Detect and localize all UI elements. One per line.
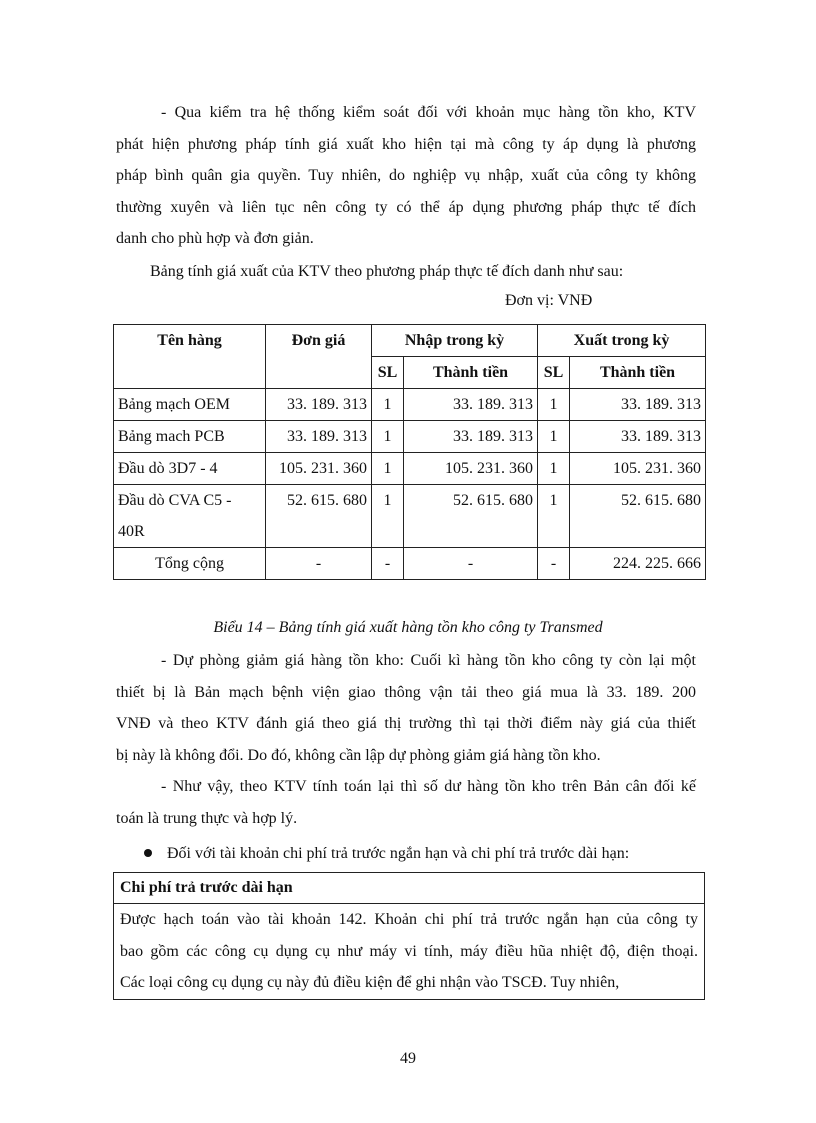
header-export-amount: Thành tiền	[570, 357, 706, 389]
bullet-item: Đối với tài khoản chi phí trả trước ngắn hạn và chi phí trả trước dài hạn:	[167, 845, 630, 862]
page-number: 49	[400, 1050, 416, 1067]
cell-price: 33. 189. 313	[266, 421, 372, 453]
text-line: - Qua kiểm tra hệ thống kiểm soát đối với khoản mục hàng tồn kho, KTV	[161, 104, 696, 121]
text-line: - Như vậy, theo KTV tính toán lại thì số dư hàng tồn kho trên Bản cân đối kế	[161, 778, 696, 795]
cell-in-amount: 33. 189. 313	[404, 421, 538, 453]
cell-in-amount: 33. 189. 313	[404, 389, 538, 421]
cell-out-amount: 33. 189. 313	[570, 421, 706, 453]
prepaid-expense-box	[113, 872, 705, 1000]
inventory-price-table	[113, 324, 706, 580]
bullet-icon	[144, 849, 152, 857]
text-line: Được hạch toán vào tài khoản 142. Khoản chi phí trả trước ngắn hạn của công ty	[120, 911, 698, 928]
cell-in-qty: 1	[372, 453, 404, 485]
cell-name: Bảng mạch OEM	[114, 389, 266, 421]
text-line: thiết bị là Bản mạch bệnh viện giao thông vận tải theo giá mua là 33. 189. 200	[116, 683, 696, 701]
cell-price: 33. 189. 313	[266, 389, 372, 421]
text-line: - Dự phòng giảm giá hàng tồn kho: Cuối kì hàng tồn kho công ty còn lại một	[161, 652, 696, 669]
table-intro: Bảng tính giá xuất của KTV theo phương pháp thực tế đích danh như sau:	[150, 263, 624, 280]
table-row	[114, 389, 706, 421]
cell-in-qty: 1	[372, 389, 404, 421]
text-line: toán là trung thực và hợp lý.	[116, 809, 298, 827]
box-title: Chi phí trả trước dài hạn	[114, 873, 704, 904]
table-row	[114, 453, 706, 485]
paragraph-inventory-control	[116, 97, 696, 255]
cell-name: Đầu dò 3D7 - 4	[114, 453, 266, 485]
box-body	[114, 904, 704, 999]
table-row	[114, 485, 706, 548]
text-line: VNĐ và theo KTV đánh giá theo giá thị trường thì tại thời điểm này giá của thiết	[116, 715, 696, 732]
cell-out-qty: 1	[538, 485, 570, 548]
cell-total-out-qty: -	[538, 548, 570, 580]
header-unit-price: Đơn giá	[266, 325, 372, 389]
cell-out-qty: 1	[538, 421, 570, 453]
header-import-amount: Thành tiền	[404, 357, 538, 389]
cell-out-qty: 1	[538, 453, 570, 485]
cell-total-in-amount: -	[404, 548, 538, 580]
paragraph-provision	[116, 645, 696, 771]
cell-name: Bảng mach PCB	[114, 421, 266, 453]
cell-in-amount: 105. 231. 360	[404, 453, 538, 485]
text-line: Các loại công cụ dụng cụ này đủ điều kiện để ghi nhận vào TSCĐ. Tuy nhiên,	[120, 974, 620, 991]
cell-out-amount: 33. 189. 313	[570, 389, 706, 421]
cell-in-amount: 52. 615. 680	[404, 485, 538, 548]
cell-out-amount: 105. 231. 360	[570, 453, 706, 485]
table-header-row	[114, 325, 706, 357]
cell-total-label: Tổng cộng	[114, 548, 266, 580]
cell-name: Đầu dò CVA C5 - 40R	[114, 485, 266, 548]
header-import-group: Nhập trong kỳ	[372, 325, 538, 357]
header-export-group: Xuất trong kỳ	[538, 325, 706, 357]
cell-total-in-qty: -	[372, 548, 404, 580]
header-export-qty: SL	[538, 357, 570, 389]
header-import-qty: SL	[372, 357, 404, 389]
unit-label: Đơn vị: VNĐ	[505, 292, 593, 309]
cell-price: 52. 615. 680	[266, 485, 372, 548]
paragraph-conclusion	[116, 771, 696, 834]
cell-total-price: -	[266, 548, 372, 580]
text-line: bị này là không đổi. Do đó, không cần lập dự phòng giảm giá hàng tồn kho.	[116, 746, 601, 764]
text-line: phát hiện phương pháp tính giá xuất kho hiện tại mà công ty áp dụng là phương	[116, 135, 696, 153]
table-total-row	[114, 548, 706, 580]
table-caption: Biểu 14 – Bảng tính giá xuất hàng tồn kho công ty Transmed	[213, 619, 603, 636]
cell-out-amount: 52. 615. 680	[570, 485, 706, 548]
cell-in-qty: 1	[372, 485, 404, 548]
cell-in-qty: 1	[372, 421, 404, 453]
table-row	[114, 421, 706, 453]
cell-price: 105. 231. 360	[266, 453, 372, 485]
text-line: bao gồm các công cụ dụng cụ như máy vi tính, máy điều hũa nhiệt độ, điện thoại.	[120, 942, 698, 960]
text-line: thường xuyên và liên tục nên công ty có thể áp dụng phương pháp thực tế đích	[116, 198, 696, 216]
text-line: danh cho phù hợp và đơn giản.	[116, 230, 314, 247]
cell-total-out-amount: 224. 225. 666	[570, 548, 706, 580]
cell-out-qty: 1	[538, 389, 570, 421]
header-item-name: Tên hàng	[114, 325, 266, 389]
text-line: pháp bình quân gia quyền. Tuy nhiên, do nghiệp vụ nhập, xuất của công ty không	[116, 167, 696, 184]
